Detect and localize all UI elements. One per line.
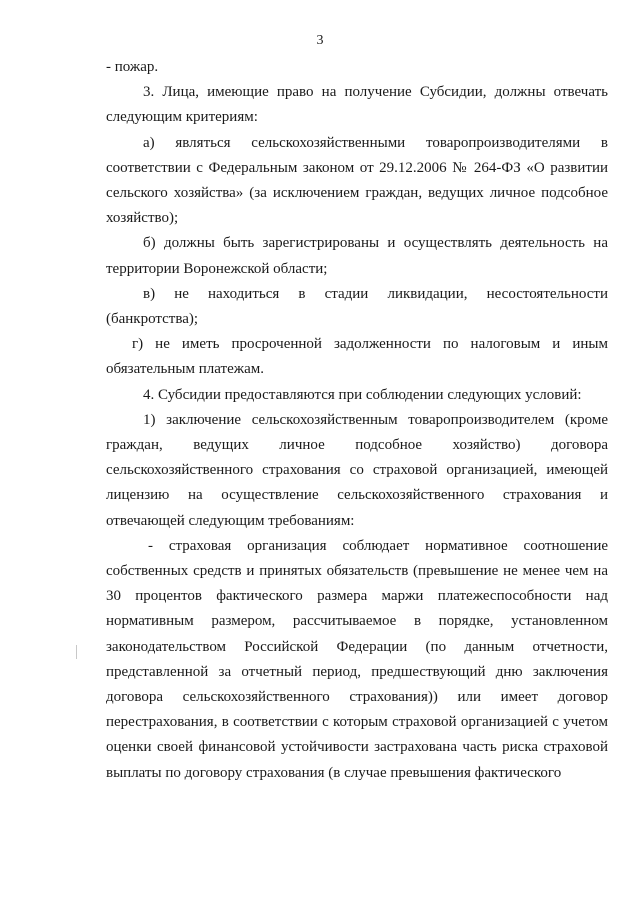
paragraph-criteria-intro: 3. Лица, имеющие право на получение Субсидии, должны отвечать следующим критериям: — [106, 84, 608, 126]
paragraph-conditions-intro: 4. Субсидии предоставляются при соблюдении следующих условий: — [143, 386, 582, 403]
paragraph-criterion-b: б) должны быть зарегистрированы и осуществлять деятельность на территории Воронежской области; — [106, 235, 608, 277]
paragraph-criterion-a: а) являться сельскохозяйственными товаропроизводителями в соответствии с Федеральным законом от 29.12.2006 № 264-ФЗ «О развитии сельского хозяйства» (за исключением граждан, ведущих личное подсобное хозяйство); — [106, 134, 608, 227]
paragraph-condition-1: 1) заключение сельскохозяйственным товаропроизводителем (кроме граждан, ведущих личное подсобное хозяйство) договора сельскохозяйственного страхования со страховой организацией, имеющей лицензию на осуществление сельскохозяйственного страхования и отвечающей следующим требованиям: — [106, 411, 608, 529]
paragraph-insurer-requirement: - страховая организация соблюдает нормативное соотношение собственных средств и принятых обязательств (превышение не менее чем на 30 процентов фактического размера маржи платежеспособности над нормативным размером, рассчитываемое в порядке, установленном законодательством Российской Федерации (по данным отчетности, представленной за отчетный период, предшествующий дню заключения договора сельскохозяйственного страхования)) или имеет договор перестрахования, в соответствии с которым страховой организацией с учетом оценки своей финансовой устойчивости застрахована часть риска страховой выплаты по договору страхования (в случае превышения фактического — [106, 537, 608, 781]
document-body — [106, 55, 608, 786]
paragraph-criterion-g: г) не иметь просроченной задолженности по налоговым и иным обязательным платежам. — [106, 336, 608, 378]
page-number: 3 — [316, 33, 324, 48]
paragraph-criterion-v: в) не находиться в стадии ликвидации, несостоятельности (банкротства); — [106, 285, 608, 328]
paragraph-fire: - пожар. — [106, 59, 159, 75]
scan-artifact-mark — [76, 645, 77, 659]
